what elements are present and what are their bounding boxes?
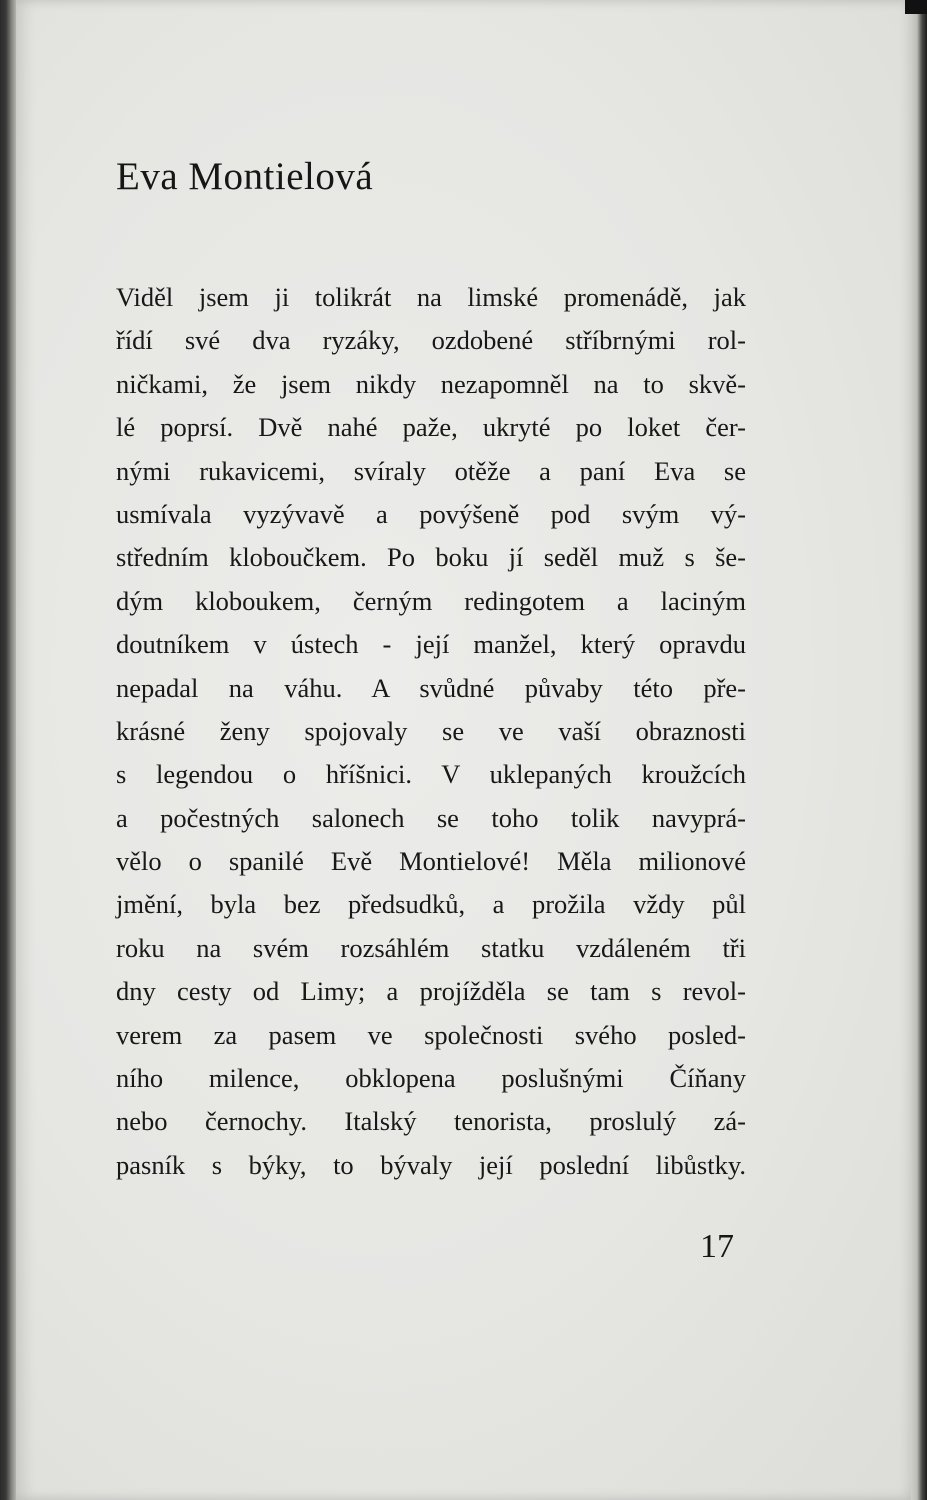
text-line: a počestných salonech se toho tolik navyprá- <box>116 802 746 833</box>
book-edge-right <box>911 0 927 1500</box>
text-line: Viděl jsem ji tolikrát na limské promenádě, jak <box>116 282 746 312</box>
text-line: krásné ženy spojovaly se ve vaší obraznosti <box>116 715 746 746</box>
page-number: 17 <box>700 1228 734 1265</box>
text-line: ního milence, obklopena poslušnými Číňany <box>116 1063 746 1094</box>
text-line: nebo černochy. Italský tenorista, proslulý zá- <box>116 1106 746 1137</box>
text-line: doutníkem v ústech - její manžel, který opravdu <box>116 629 746 660</box>
text-line: ničkami, že jsem nikdy nezapomněl na to skvě- <box>116 368 746 399</box>
text-line: dým kloboukem, černým redingotem a laciným <box>116 585 746 616</box>
text-line: pasník s býky, to bývaly její poslední libůstky. <box>116 1149 746 1180</box>
text-line: středním kloboučkem. Po boku jí seděl muž s še- <box>116 542 746 573</box>
text-line: verem za pasem ve společnosti svého posled- <box>116 1019 746 1050</box>
text-line: řídí své dva ryzáky, ozdobené stříbrnými rol- <box>116 325 746 356</box>
text-line: nými rukavicemi, svíraly otěže a paní Eva se <box>116 455 746 486</box>
text-line: lé poprsí. Dvě nahé paže, ukryté po loket čer- <box>116 412 746 443</box>
text-line: usmívala vyzývavě a povýšeně pod svým vý- <box>116 498 746 529</box>
text-line: jmění, byla bez předsudků, a prožila vždy půl <box>116 889 746 920</box>
page-sheet <box>16 0 911 1500</box>
text-line: nepadal na váhu. A svůdné půvaby této pře- <box>116 672 746 703</box>
text-line: dny cesty od Limy; a projížděla se tam s revol- <box>116 976 746 1007</box>
text-line: s legendou o hříšnici. V uklepaných kroužcích <box>116 759 746 790</box>
book-corner <box>905 0 927 14</box>
text-line: vělo o spanilé Evě Montielové! Měla milionové <box>116 846 746 877</box>
body-paragraph <box>116 276 746 1187</box>
chapter-title: Eva Montielová <box>116 155 374 198</box>
text-line: roku na svém rozsáhlém statku vzdáleném tři <box>116 932 746 963</box>
